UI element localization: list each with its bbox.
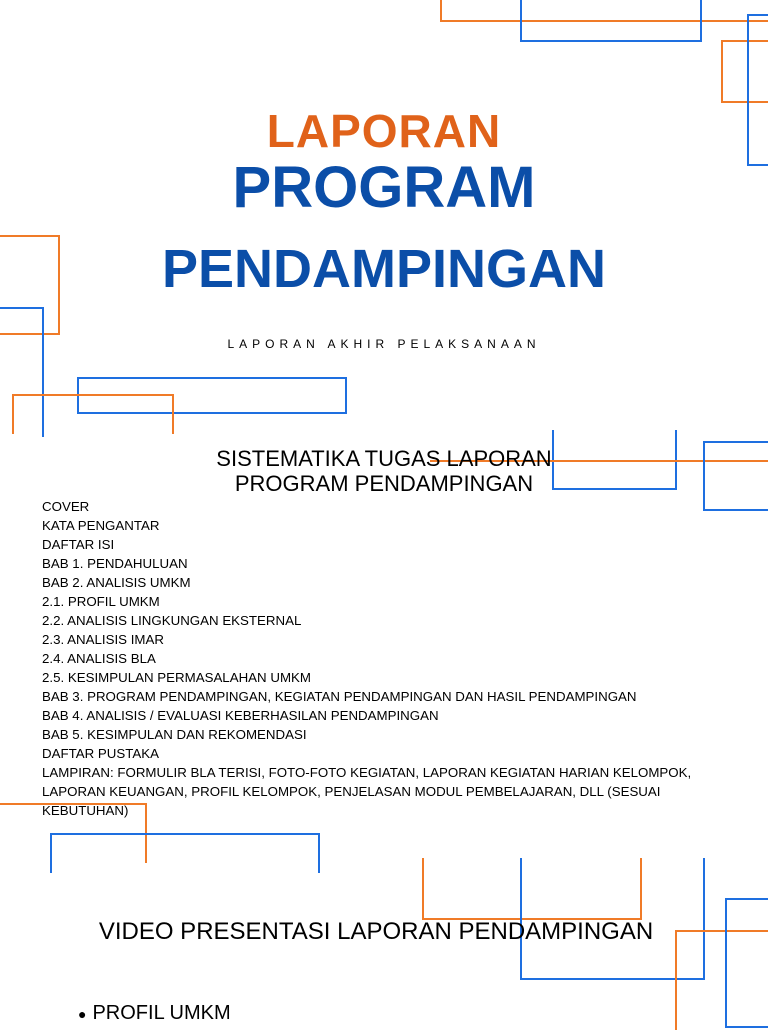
outline-item: BAB 1. PENDAHULUAN xyxy=(42,556,188,571)
outline-item: DAFTAR ISI xyxy=(42,537,115,552)
outline-item: 2.2. ANALISIS LINGKUNGAN EKSTERNAL xyxy=(42,613,302,628)
outline-item: DAFTAR PUSTAKA xyxy=(42,746,159,761)
decorative-frame xyxy=(50,833,320,873)
outline-item: BAB 3. PROGRAM PENDAMPINGAN, KEGIATAN PENDAMPINGAN DAN HASIL PENDAMPINGAN xyxy=(42,689,637,704)
outline-item: 2.3. ANALISIS IMAR xyxy=(42,632,164,647)
subtitle: LAPORAN AKHIR PELAKSANAAN xyxy=(227,337,541,351)
decorative-frame xyxy=(12,394,174,434)
outline-item: COVER xyxy=(42,499,90,514)
outline-item: 2.5. KESIMPULAN PERMASALAHAN UMKM xyxy=(42,670,311,685)
video-section-title: VIDEO PRESENTASI LAPORAN PENDAMPINGAN xyxy=(98,918,654,945)
title-laporan: LAPORAN xyxy=(266,105,502,157)
section-title-line-1: SISTEMATIKA TUGAS LAPORAN xyxy=(216,446,552,471)
bullet-icon: ● xyxy=(78,1005,87,1022)
title-pendampingan: PENDAMPINGAN xyxy=(161,239,607,299)
decorative-frame xyxy=(520,0,702,42)
outline-item: 2.4. ANALISIS BLA xyxy=(42,651,156,666)
title-program: PROGRAM xyxy=(232,155,536,220)
bullet-item xyxy=(78,1002,231,1025)
outline-item: 2.1. PROFIL UMKM xyxy=(42,594,160,609)
outline-item: KATA PENGANTAR xyxy=(42,518,160,533)
outline-item: BAB 4. ANALISIS / EVALUASI KEBERHASILAN PENDAMPINGAN xyxy=(42,708,439,723)
section-title-line-2: PROGRAM PENDAMPINGAN xyxy=(234,471,534,496)
outline-list xyxy=(42,497,742,820)
outline-item: BAB 2. ANALISIS UMKM xyxy=(42,575,191,590)
bullet-label: PROFIL UMKM xyxy=(92,1002,231,1024)
outline-item: BAB 5. KESIMPULAN DAN REKOMENDASI xyxy=(42,727,307,742)
outline-item: LAMPIRAN: FORMULIR BLA TERISI, FOTO-FOTO KEGIATAN, LAPORAN KEGIATAN HARIAN KELOMPOK, LAPORAN KEUANGAN, PROFIL KELOMPOK, PENJELASAN MODUL PEMBELAJARAN, DLL (SESUAI KEBUTUHAN) xyxy=(42,765,692,818)
section-title xyxy=(0,446,768,496)
